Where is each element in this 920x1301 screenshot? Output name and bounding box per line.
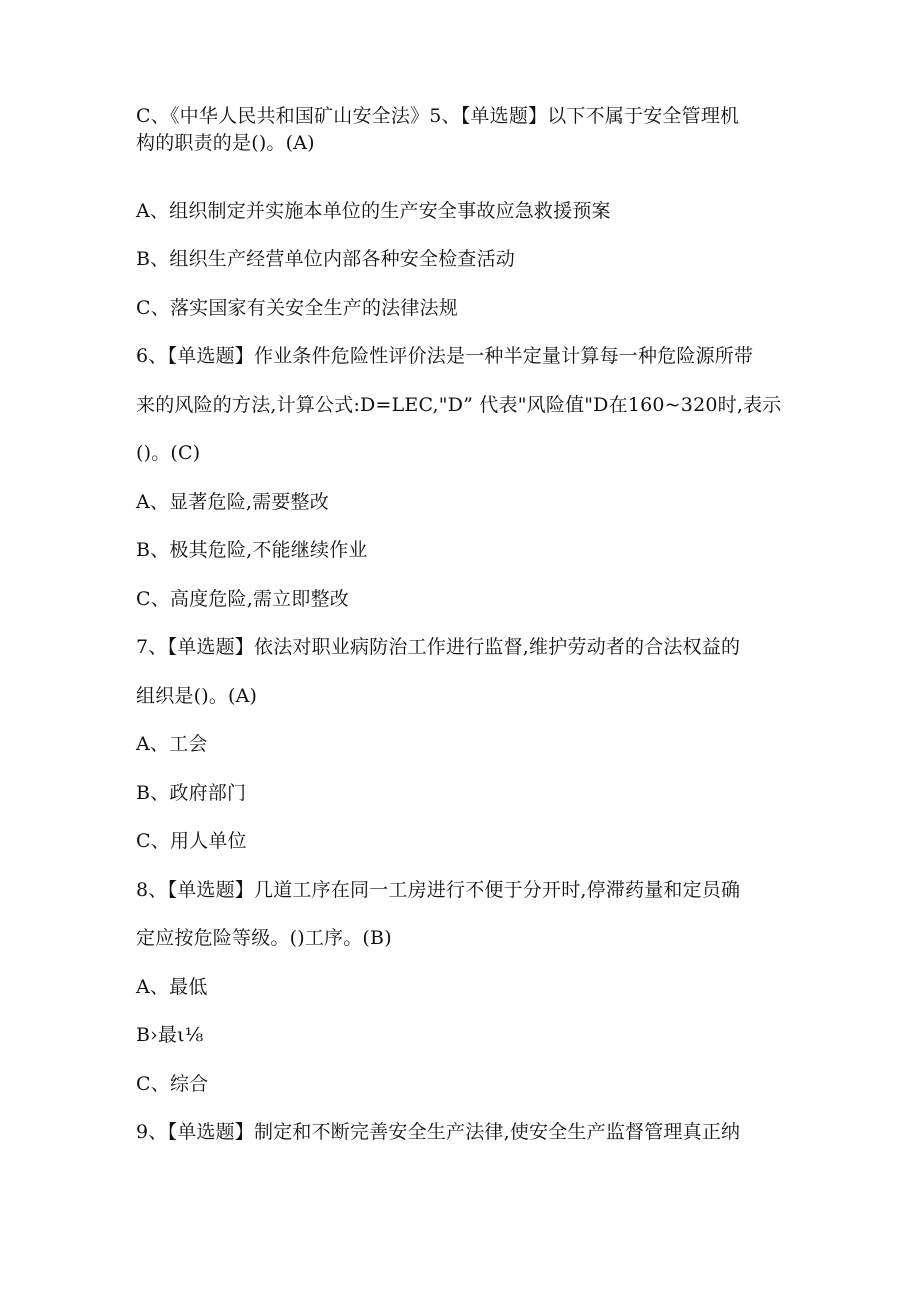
text-line: C、用人单位 [136,830,247,852]
text-line: B、极其危险,不能继续作业 [136,539,368,561]
text-line: A、最低 [136,976,208,998]
text-line: ()。(C) [136,442,201,464]
text-line: C、综合 [136,1073,209,1095]
text-line: 来的风险的方法,计算公式:D=LEC,"D” 代表"风险值"D在160~320时,表示 [136,394,782,416]
text-line: C、《中华人民共和国矿山安全法》5、【单选题】以下不属于安全管理机 [136,105,740,127]
text-line: C、落实国家有关安全生产的法律法规 [136,297,458,319]
text-line: A、组织制定并实施本单位的生产安全事故应急救援预案 [136,200,611,222]
text-line: 组织是()。(A) [136,685,258,707]
text-line: 8、【单选题】几道工序在同一工房进行不便于分开时,停滞药量和定员确 [136,879,741,901]
text-line: 定应按危险等级。()工序。(B) [136,927,392,949]
text-line: B›最ι⅛ [136,1024,204,1046]
text-line: A、显著危险,需要整改 [136,491,329,513]
text-line: 6、【单选题】作业条件危险性评价法是一种半定量计算每一种危险源所带 [136,345,754,367]
text-line: B、组织生产经营单位内部各种安全检查活动 [136,248,515,270]
text-line: C、高度危险,需立即整改 [136,588,349,610]
text-line: B、政府部门 [136,782,247,804]
text-line: 7、【单选题】依法对职业病防治工作进行监督,维护劳动者的合法权益的 [136,636,741,658]
text-line: 9、【单选题】制定和不断完善安全生产法律,使安全生产监督管理真正纳 [136,1121,741,1143]
text-line: 构的职责的是()。(A) [136,132,315,154]
text-line: A、工会 [136,733,208,755]
